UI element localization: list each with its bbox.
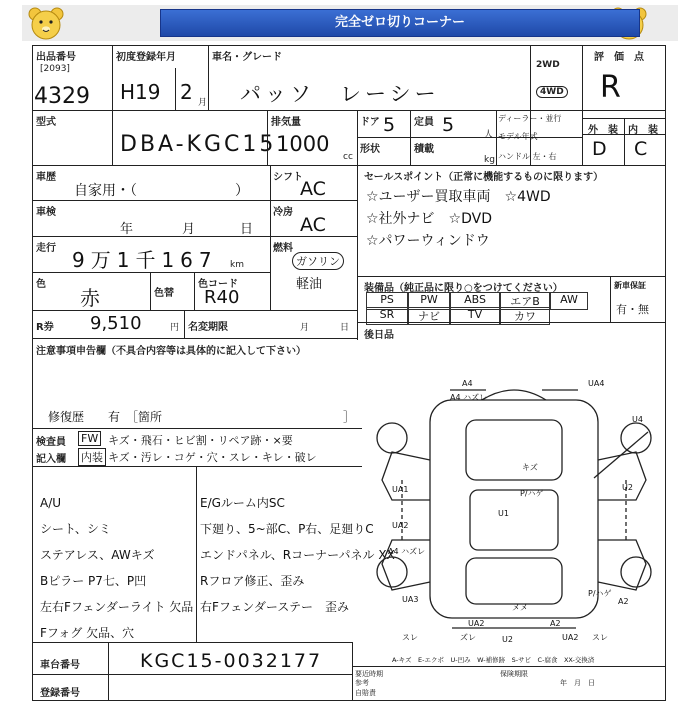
damage-mark: スレ [592,633,608,642]
chassis-value: KGC15-0032177 [140,650,323,672]
damage-mark: P/ハゲ [588,589,612,598]
color-code-value: R40 [204,287,240,308]
damage-mark: A2 [550,619,561,628]
owner-line-2: 参考 [355,679,369,687]
equip-aw: AW [550,292,588,310]
mileage-label: 走行 [36,243,56,254]
new-car-value: 有・無 [616,303,649,316]
damage-mark: スレ [402,633,418,642]
damage-mark: キズ [522,463,538,472]
remark-left-line: 左右Fフェンダーライト 欠品 [40,600,194,614]
usage-value: 自家用・（ ） [74,183,249,199]
deadline-month: 月 [300,323,310,333]
remark-right-line: エンドパネル、Rコーナーパネル XX [200,548,395,562]
damage-mark: メメ [512,603,528,612]
color-code-label: 色コード [198,279,238,290]
remark-left-line: Fフォグ 欠品、穴 [40,626,135,640]
damage-mark: UA2 [392,521,409,530]
score-label: 評 価 点 [594,52,644,63]
shift-value: AC [300,178,326,200]
dealer-label: ディーラー・並行 [498,114,562,123]
handle-label: ハンドル 左・右 [498,152,557,161]
deadline-label: 名変期限 [188,322,228,333]
model-label: 型式 [36,117,56,128]
capacity-unit: 人 [484,130,494,140]
mileage-value: 9万1千167 [72,248,218,272]
ext-score: D [592,138,607,160]
remarks-left [40,490,193,646]
damage-mark: UA4 [588,379,605,388]
equip-abs: ABS [450,292,500,310]
int-score: C [634,138,648,160]
lot-label: 出品番号 [36,52,76,63]
sales-line-1: ☆ユーザー買取車両 ☆4WD [366,189,551,205]
fuel-alt: 軽油 [296,277,323,292]
load-label: 積載 [414,144,434,155]
damage-mark: U2 [622,483,633,492]
shape-label: 形状 [360,144,380,155]
registration-month-unit: 月 [198,98,208,108]
ac-value: AC [300,214,326,236]
lot-number: 4329 [34,84,90,109]
damage-mark: UA2 [468,619,485,628]
recycle-unit: 円 [170,323,180,333]
color-change-label: 色替 [154,288,174,299]
equip-leather: カワ [500,307,550,325]
int-label: 内 装 [628,125,658,136]
ext-label: 外 装 [588,125,618,136]
inspector-fw: FW [78,431,101,446]
model-value: DBA-KGC15 [120,132,277,157]
remark-right-line: Rフロア修正、歪み [200,574,305,588]
doors-label: ドア [360,117,380,128]
page-title: 完全ゼロ切りコーナー [334,15,465,30]
registration-label: 初度登録年月 [116,52,176,63]
score-value: R [600,70,621,105]
repair-history-close: ］ [343,410,356,424]
remark-left-line: シート、シミ [40,522,111,536]
capacity-value: 5 [442,114,455,136]
remark-left-line: Bピラー P7七、P凹 [40,574,147,588]
damage-legend: A-キズ E-エクボ U-凹み W-補修跡 S-サビ C-腐食 XX-交換済 [392,656,595,664]
registration-year: H19 [120,80,161,104]
deadline-day: 日 [340,323,350,333]
load-unit: kg [484,155,495,165]
recycle-value: 9,510 [90,313,142,334]
lot-sub: [2093] [40,64,70,74]
damage-mark: U2 [502,635,513,644]
damage-mark: A4 ハズレ [450,393,488,402]
equip-navi: ナビ [408,307,450,325]
owner-line-5: 自賠責 [355,689,376,697]
inspector-in: 内装 [78,448,106,466]
equip-sr: SR [366,307,408,325]
remark-right-line: E/Gルーム内SC [200,496,285,510]
reg-no-label: 登録番号 [40,688,80,699]
drive-4wd: 4WD [536,86,568,98]
owner-line-4: 年 月 日 [560,679,595,687]
postfit-label: 後日品 [364,330,394,341]
damage-mark: A4 ハズレ [388,547,426,556]
equip-airbag: エアB [500,292,550,310]
damage-mark: P/ハゲ [520,489,544,498]
doors-value: 5 [383,114,396,136]
color-value: 赤 [80,286,100,310]
fuel-value: ガソリン [292,252,344,270]
inspection-day-unit: 日 [240,222,254,237]
inspection-month-unit: 月 [182,222,196,237]
damage-mark: UA1 [392,485,409,494]
capacity-label: 定員 [414,117,434,128]
repair-history: 修復歴 有 ［箇所 [48,410,163,424]
equip-pw: PW [408,292,450,310]
inspection-year-unit: 年 [120,222,134,237]
damage-mark: ズレ [460,633,476,642]
owner-line-3: 保険期限 [500,670,528,678]
sales-line-2: ☆社外ナビ ☆DVD [366,211,492,227]
equip-label: 装備品（純正品に限り○をつけてください） [364,283,563,294]
color-label: 色 [36,279,46,290]
damage-mark: UA3 [402,595,419,604]
inspector-fw-text: キズ・飛石・ヒビ割・リペア跡・×要 [108,434,293,447]
remark-right-line: 下廻り、5~部C、P右、足廻りC [200,522,374,536]
usage-label: 車歴 [36,172,56,183]
remark-left-line: ステアレス、AWキズ [40,548,155,562]
inspection-label: 車検 [36,207,56,218]
mileage-unit: km [230,260,244,270]
notes-label: 注意事項申告欄（不具合内容等は具体的に記入して下さい） [36,346,306,357]
record-label: 記入欄 [36,454,66,465]
owner-line-1: 要近時期 [355,670,383,678]
car-damage-diagram [362,340,666,652]
damage-mark: UA2 [562,633,579,642]
car-name-label: 車名・グレード [212,52,282,63]
inspector-in-text: キズ・汚レ・コゲ・穴・スレ・キレ・破レ [108,451,317,464]
new-car-label: 新車保証 [614,281,646,290]
inspector-label: 検査員 [36,437,66,448]
remark-left-line: A/U [40,496,62,510]
fuel-label: 燃料 [273,243,293,254]
damage-mark: U4 [632,415,643,424]
remark-right-line: 右Fフェンダーステー 歪み [200,600,349,614]
shift-label: シフト [273,172,303,183]
displacement-unit: cc [343,152,353,162]
chassis-label: 車台番号 [40,660,80,671]
car-name-value: パッソ レーシー [240,82,440,106]
recycle-label: R券 [36,322,54,333]
sales-label: セールスポイント（正常に機能するものに限ります） [364,172,604,183]
damage-mark: A2 [618,597,629,606]
equip-tv: TV [450,307,500,325]
drive-2wd: 2WD [536,60,560,70]
displacement-label: 排気量 [271,117,301,128]
equip-ps: PS [366,292,408,310]
ac-label: 冷房 [273,207,293,218]
registration-month: 2 [180,80,193,104]
displacement-value: 1000 [276,132,330,156]
sales-line-3: ☆パワーウィンドウ [366,233,490,249]
bear-mascot-icon [26,6,66,42]
damage-mark: A4 [462,379,473,388]
model-year-label: モデル年式 [498,132,538,141]
damage-mark: U1 [498,509,509,518]
